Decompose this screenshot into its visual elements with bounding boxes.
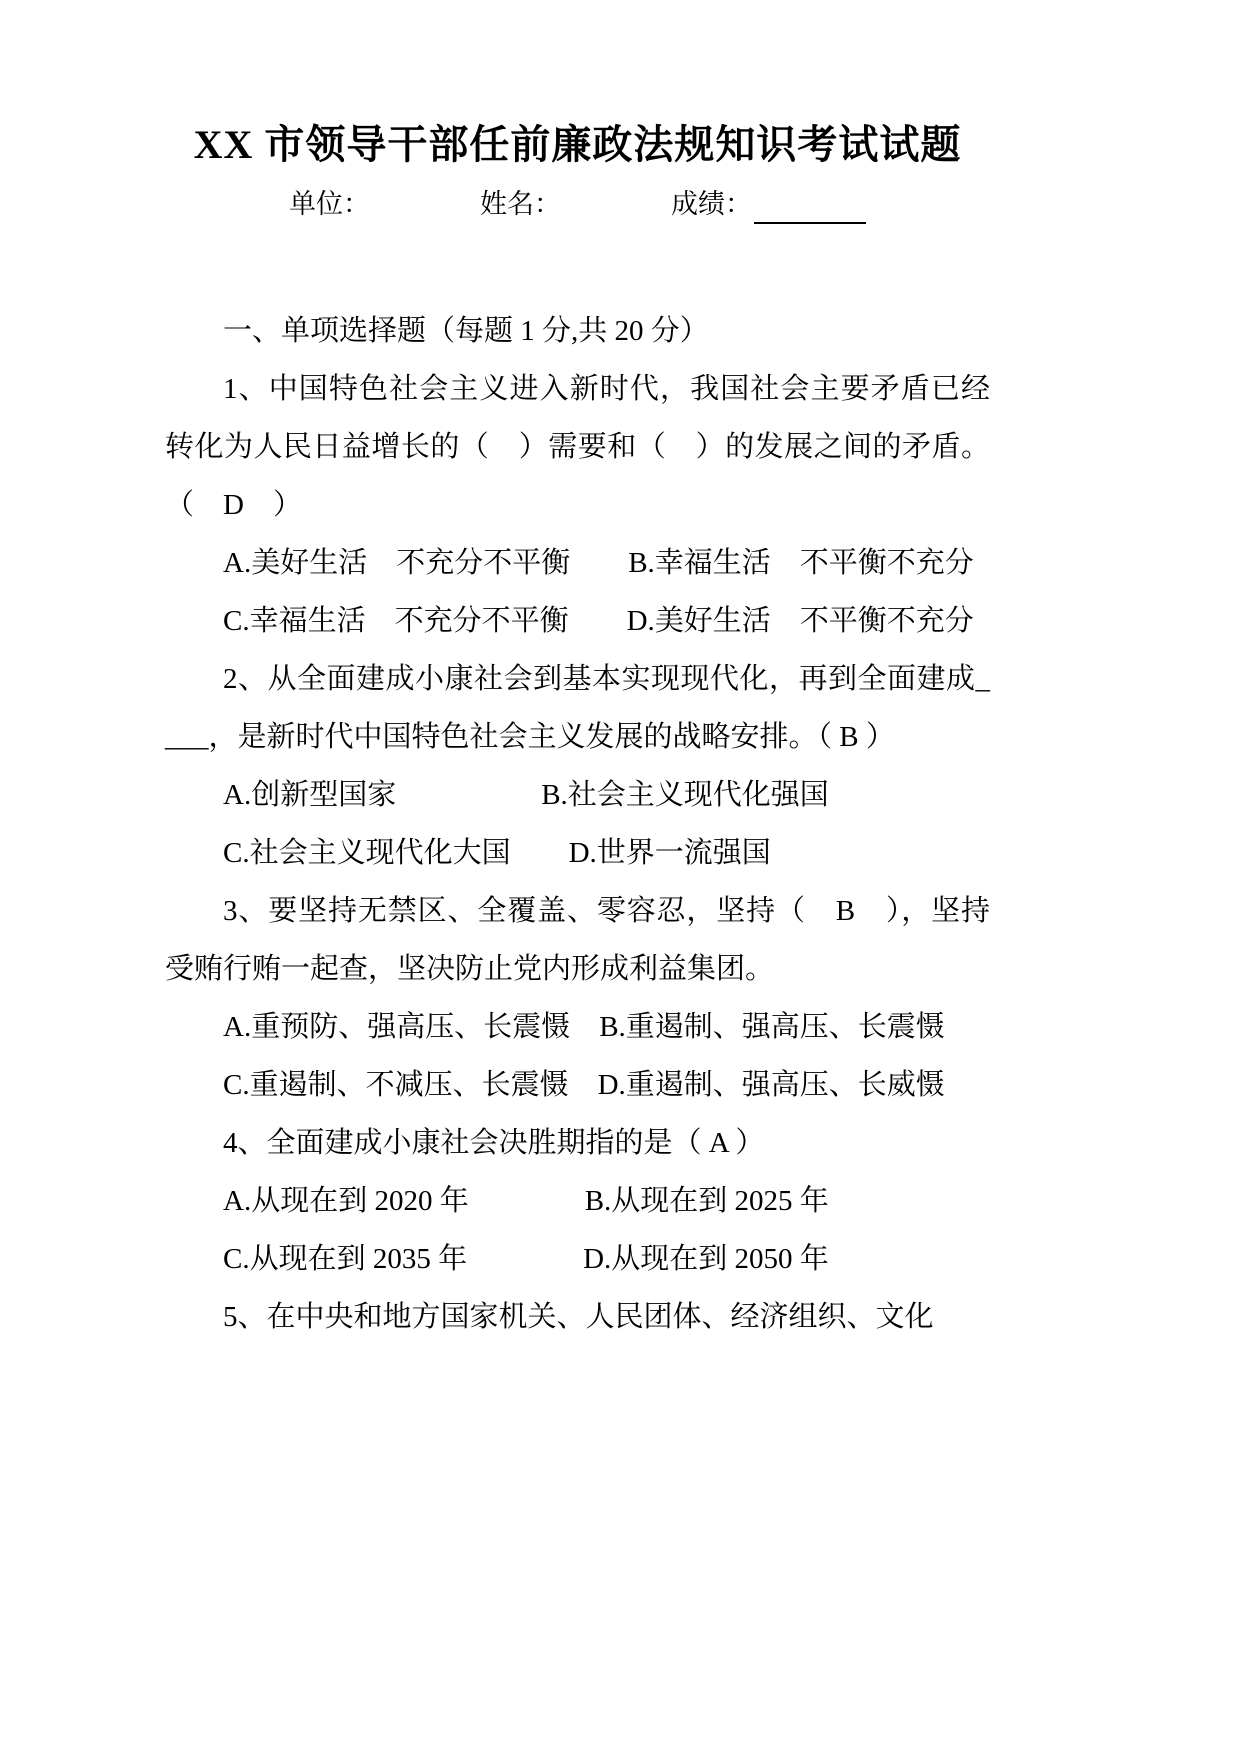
question-stem: 4、全面建成小康社会决胜期指的是（ A ） (223, 1127, 765, 1159)
unit-field (289, 184, 370, 224)
question-stem: 1、中国特色社会主义进入新时代，我国社会主要矛盾已经转化为人民日益增长的（ ）需要和（ ）的发展之间的矛盾。（ D ） (165, 373, 990, 521)
option-line: C.幸福生活 不充分不平衡 D.美好生活 不平衡不充分 (223, 605, 974, 637)
header-fields-row (165, 184, 990, 224)
question-stem: 2、从全面建成小康社会到基本实现现代化，再到全面建成____，是新时代中国特色社会主义发展的战略安排。（ B ） (165, 663, 990, 753)
option-line: C.重遏制、不减压、长震慑 D.重遏制、强高压、长威慑 (223, 1069, 945, 1101)
option-line: A.创新型国家 B.社会主义现代化强国 (223, 779, 829, 811)
option-line: C.社会主义现代化大国 D.世界一流强国 (223, 837, 771, 869)
option-line: A.从现在到 2020 年 B.从现在到 2025 年 (223, 1185, 829, 1217)
question-stem: 3、要坚持无禁区、全覆盖、零容忍，坚持（ B ），坚持受贿行贿一起查，坚决防止党内形成利益集团。 (165, 895, 990, 985)
option-line: C.从现在到 2035 年 D.从现在到 2050 年 (223, 1243, 829, 1275)
score-field (671, 184, 866, 224)
option-line: A.美好生活 不充分不平衡 B.幸福生活 不平衡不充分 (223, 547, 974, 579)
document-title: XX 市领导干部任前廉政法规知识考试试题 (193, 122, 962, 167)
unit-label: 单位： (289, 189, 370, 219)
name-field (480, 184, 561, 224)
question-stem: 5、在中央和地方国家机关、人民团体、经济组织、文化 (223, 1301, 934, 1333)
name-label: 姓名： (480, 189, 561, 219)
section-heading: 一、单项选择题（每题 1 分,共 20 分） (223, 315, 709, 347)
score-label: 成绩： (671, 189, 752, 219)
option-line: A.重预防、强高压、长震慑 B.重遏制、强高压、长震慑 (223, 1011, 945, 1043)
score-blank-line (754, 192, 866, 224)
document-body (165, 302, 990, 1346)
